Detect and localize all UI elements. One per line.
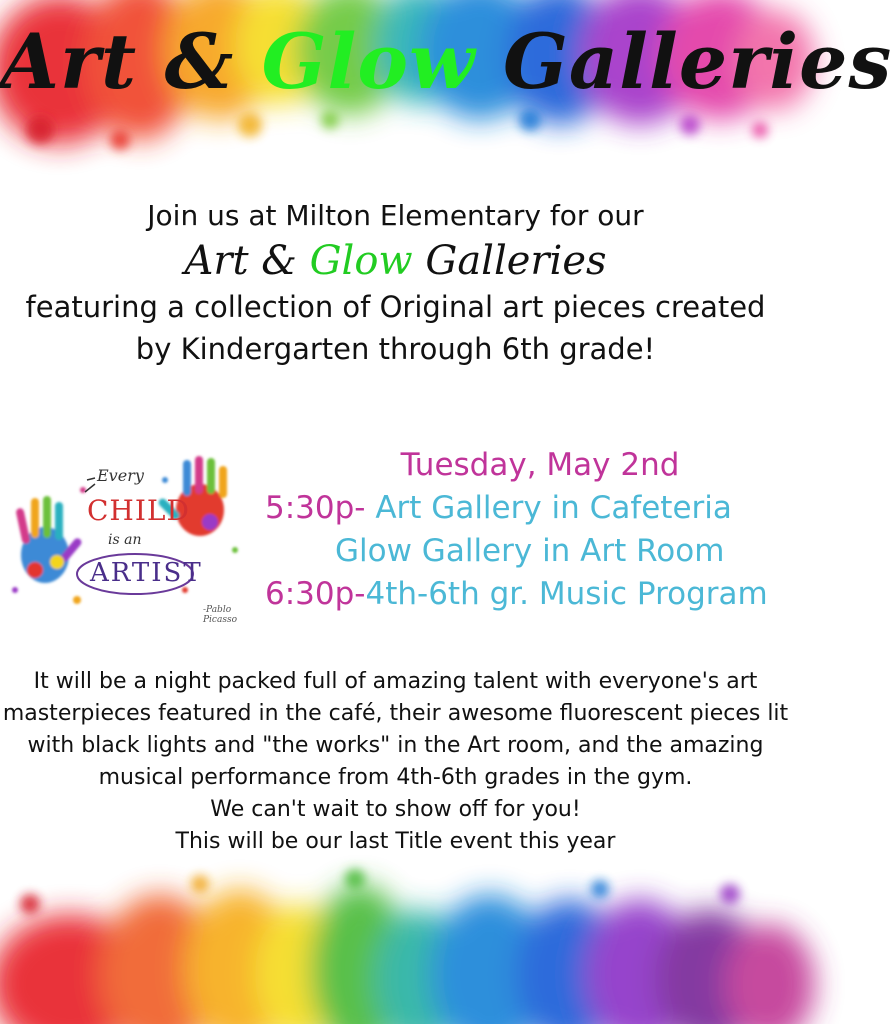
event-date: Tuesday, May 2nd (400, 447, 680, 483)
schedule-row-music-program (265, 573, 785, 616)
schedule-description: 4th-6th gr. Music Program (365, 576, 768, 612)
intro-description-line-2: by Kindergarten through 6th grade! (135, 332, 656, 366)
subtitle-part-galleries: Galleries (412, 238, 607, 284)
schedule-row-art-gallery (265, 487, 785, 530)
paragraph-line: masterpieces featured in the café, their awesome fluorescent pieces lit (2, 701, 789, 726)
title-part-glow: Glow (261, 17, 476, 106)
every-child-artist-graphic (5, 440, 260, 625)
schedule-description: Glow Gallery in Art Room (335, 533, 725, 569)
event-details (265, 444, 785, 616)
left-handprint-icon (15, 496, 83, 583)
schedule-time: 5:30p- (265, 490, 366, 526)
paragraph-line: It will be a night packed full of amazing talent with everyone's art (33, 669, 758, 694)
paragraph-line: musical performance from 4th-6th grades in the gym. (98, 765, 693, 790)
schedule-time: 6:30p- (265, 576, 366, 612)
intro-section (0, 196, 791, 370)
badge-text-child: CHILD (87, 494, 190, 527)
schedule-row-glow-gallery (265, 530, 785, 573)
title-part-galleries: Galleries (475, 17, 892, 106)
paragraph-line: This will be our last Title event this year (175, 829, 616, 854)
badge-text-artist: ARTIST (90, 558, 203, 588)
intro-line: Join us at Milton Elementary for our (147, 199, 644, 232)
subtitle-part-glow: Glow (309, 238, 413, 284)
quote-attribution: -Pablo Picasso (203, 605, 237, 625)
paragraph-line: We can't wait to show off for you! (210, 797, 581, 822)
bottom-color-splash (0, 844, 791, 1024)
event-subtitle (0, 236, 791, 286)
badge-text-is-an: is an (108, 532, 142, 548)
main-title (0, 12, 892, 112)
paragraph-line: with black lights and "the works" in the Art room, and the amazing (27, 733, 764, 758)
subtitle-part-art: Art & (184, 238, 310, 284)
title-part-art: Art & (0, 17, 262, 106)
intro-description-line: featuring a collection of Original art pieces created (25, 290, 766, 324)
schedule-description: Art Gallery in Cafeteria (365, 490, 732, 526)
event-description-paragraph (0, 666, 791, 858)
badge-text-every: Every (97, 466, 144, 485)
